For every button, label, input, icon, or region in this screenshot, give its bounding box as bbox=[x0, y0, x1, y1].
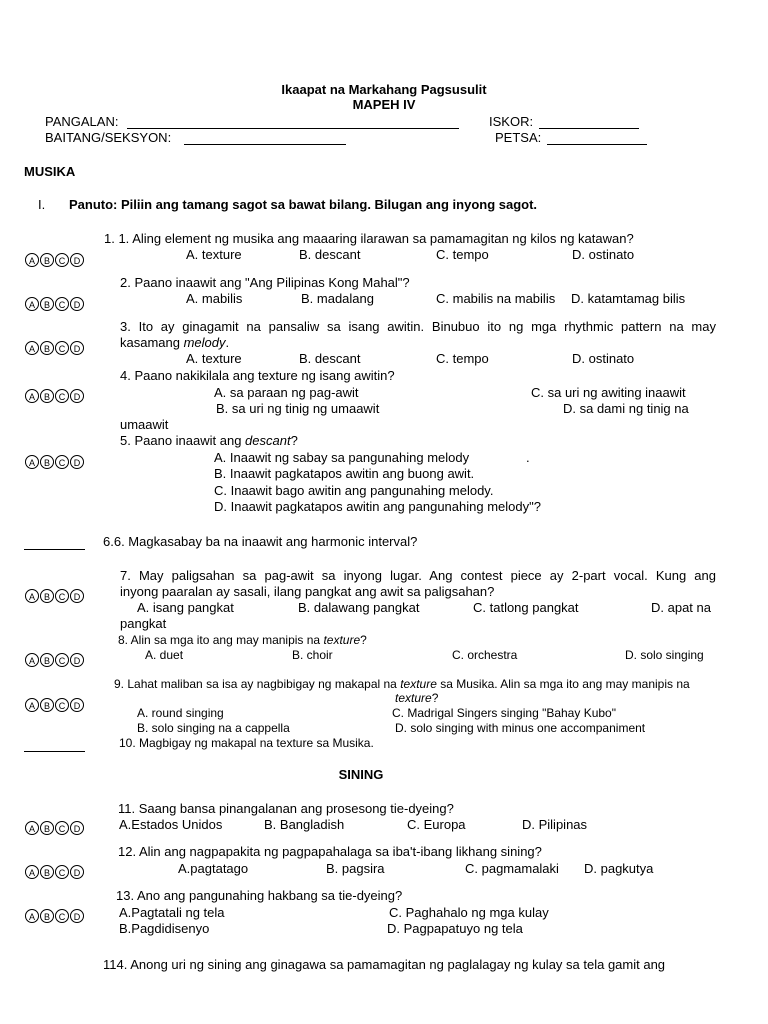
answer-circles-4[interactable] bbox=[25, 389, 84, 403]
q3-option-a: A. texture bbox=[186, 351, 242, 366]
q9-text-a: 9. Lahat maliban sa isa ay nagbibigay ng makapal na bbox=[114, 677, 401, 691]
choice-d[interactable]: D bbox=[70, 389, 84, 403]
answer-circles-12[interactable] bbox=[25, 865, 84, 879]
choice-c[interactable]: C bbox=[55, 341, 69, 355]
choice-d[interactable]: D bbox=[70, 698, 84, 712]
choice-b[interactable]: B bbox=[40, 698, 54, 712]
choice-b[interactable]: B bbox=[40, 589, 54, 603]
q3-option-b: B. descant bbox=[299, 351, 361, 366]
choice-b[interactable]: B bbox=[40, 653, 54, 667]
q4-option-c: C. sa uri ng awiting inaawit bbox=[531, 385, 686, 400]
q3-text: kasamang bbox=[120, 335, 184, 350]
answer-circles-9[interactable] bbox=[25, 698, 84, 712]
choice-d[interactable]: D bbox=[70, 865, 84, 879]
answer-circles-7[interactable] bbox=[25, 589, 84, 603]
iskor-field[interactable] bbox=[539, 127, 639, 129]
q4-option-d-cont: umaawit bbox=[120, 417, 169, 432]
exam-subject: MAPEH IV bbox=[352, 97, 416, 112]
pangalan-label: PANGALAN: bbox=[45, 114, 119, 129]
choice-b[interactable]: B bbox=[40, 455, 54, 469]
choice-b[interactable]: B bbox=[40, 865, 54, 879]
q5-option-c: C. Inaawit bago awitin ang pangunahing melody. bbox=[214, 483, 494, 498]
choice-a[interactable]: A bbox=[25, 389, 39, 403]
question-10: 10. Magbigay ng makapal na texture sa Musika. bbox=[119, 736, 374, 750]
choice-c[interactable]: C bbox=[55, 821, 69, 835]
q9-qmark: ? bbox=[431, 691, 439, 705]
q8-italic: texture bbox=[323, 633, 361, 647]
q5-italic: descant bbox=[245, 433, 291, 448]
q8-text: 8. Alin sa mga ito ang may manipis na bbox=[118, 633, 324, 647]
q7-option-d: D. apat na bbox=[651, 600, 711, 615]
choice-d[interactable]: D bbox=[70, 909, 84, 923]
question-6: 6.6. Magkasabay ba na inaawit ang harmonic interval? bbox=[103, 534, 418, 549]
choice-a[interactable]: A bbox=[25, 698, 39, 712]
question-3-line1: 3. Ito ay ginagamit na pansaliw sa isang awitin. Binubuo ito ng mga rhythmic pattern na may bbox=[120, 319, 716, 334]
q7-option-d-cont: pangkat bbox=[120, 616, 167, 631]
question-1: 1. 1. Aling element ng musika ang maaaring ilarawan sa pamamagitan ng kilos ng katawan? bbox=[104, 231, 634, 246]
part-number: I. bbox=[38, 197, 46, 212]
choice-d[interactable]: D bbox=[70, 455, 84, 469]
question-12: 12. Alin ang nagpapakita ng pagpapahalaga sa iba't-ibang likhang sining? bbox=[118, 844, 542, 859]
choice-b[interactable]: B bbox=[40, 389, 54, 403]
q9-italic-2: texture bbox=[395, 691, 432, 705]
choice-a[interactable]: A bbox=[25, 909, 39, 923]
q3-option-d: D. ostinato bbox=[572, 351, 635, 366]
petsa-field[interactable] bbox=[547, 143, 647, 145]
choice-c[interactable]: C bbox=[55, 698, 69, 712]
q5-option-d: D. Inaawit pagkatapos awitin ang pangunahing melody"? bbox=[214, 499, 541, 514]
choice-c[interactable]: C bbox=[55, 589, 69, 603]
q8-option-c: C. orchestra bbox=[452, 648, 518, 662]
choice-d[interactable]: D bbox=[70, 297, 84, 311]
q8-option-d: D. solo singing bbox=[625, 648, 704, 662]
choice-a[interactable]: A bbox=[25, 253, 39, 267]
q1-option-a: A. texture bbox=[186, 247, 242, 262]
q9-option-a: A. round singing bbox=[137, 706, 224, 720]
baitang-field[interactable] bbox=[184, 143, 346, 145]
q3-period: . bbox=[225, 335, 230, 350]
section-sining: SINING bbox=[338, 767, 384, 782]
choice-d[interactable]: D bbox=[70, 653, 84, 667]
q2-option-b: B. madalang bbox=[301, 291, 374, 306]
q2-option-d: D. katamtamag bilis bbox=[571, 291, 686, 306]
q5-option-b: B. Inaawit pagkatapos awitin ang buong awit. bbox=[214, 466, 475, 481]
q4-option-b: B. sa uri ng tinig ng umaawit bbox=[216, 401, 380, 416]
choice-b[interactable]: B bbox=[40, 909, 54, 923]
q9-option-c: C. Madrigal Singers singing "Bahay Kubo" bbox=[392, 706, 616, 720]
choice-c[interactable]: C bbox=[55, 865, 69, 879]
q4-option-a: A. sa paraan ng pag-awit bbox=[214, 385, 359, 400]
choice-d[interactable]: D bbox=[70, 341, 84, 355]
answer-circles-13[interactable] bbox=[25, 909, 84, 923]
question-5 bbox=[120, 433, 298, 448]
q5-stray-dot: . bbox=[526, 450, 530, 465]
question-9-line2 bbox=[395, 691, 438, 705]
iskor-label: ISKOR: bbox=[489, 114, 534, 129]
choice-b[interactable]: B bbox=[40, 297, 54, 311]
section-musika: MUSIKA bbox=[24, 164, 76, 179]
choice-c[interactable]: C bbox=[55, 653, 69, 667]
choice-d[interactable]: D bbox=[70, 253, 84, 267]
choice-a[interactable]: A bbox=[25, 455, 39, 469]
choice-b[interactable]: B bbox=[40, 821, 54, 835]
q11-option-c: C. Europa bbox=[407, 817, 466, 832]
answer-circles-2[interactable] bbox=[25, 297, 84, 311]
q1-option-b: B. descant bbox=[299, 247, 361, 262]
q9-text-c: sa Musika. Alin sa mga ito ang may manipis na bbox=[436, 677, 690, 691]
question-8 bbox=[118, 633, 367, 647]
question-11: 11. Saang bansa pinangalanan ang prosesong tie-dyeing? bbox=[118, 801, 454, 816]
q8-qmark: ? bbox=[360, 633, 367, 647]
q13-option-d: D. Pagpapatuyo ng tela bbox=[387, 921, 523, 936]
question-13: 13. Ano ang pangunahing hakbang sa tie-dyeing? bbox=[116, 888, 403, 903]
choice-a[interactable]: A bbox=[25, 821, 39, 835]
answer-circles-8[interactable] bbox=[25, 653, 84, 667]
answer-circles-11[interactable] bbox=[25, 821, 84, 835]
choice-c[interactable]: C bbox=[55, 253, 69, 267]
choice-c[interactable]: C bbox=[55, 389, 69, 403]
question-3-line2 bbox=[120, 335, 229, 350]
q9-italic: texture bbox=[400, 677, 437, 691]
q5-text: 5. Paano inaawit ang bbox=[120, 433, 246, 448]
petsa-label: PETSA: bbox=[495, 130, 542, 145]
q1-option-d: D. ostinato bbox=[572, 247, 635, 262]
q12-option-a: A.pagtatago bbox=[178, 861, 249, 876]
question-4: 4. Paano nakikilala ang texture ng isang awitin? bbox=[120, 368, 395, 383]
q3-option-c: C. tempo bbox=[436, 351, 489, 366]
choice-a[interactable]: A bbox=[25, 653, 39, 667]
choice-c[interactable]: C bbox=[55, 455, 69, 469]
q8-option-b: B. choir bbox=[292, 648, 333, 662]
q8-option-a: A. duet bbox=[145, 648, 184, 662]
answer-blank-10[interactable] bbox=[24, 750, 85, 752]
choice-a[interactable]: A bbox=[25, 589, 39, 603]
pangalan-field[interactable] bbox=[127, 127, 459, 129]
answer-blank-6[interactable] bbox=[24, 548, 85, 550]
choice-a[interactable]: A bbox=[25, 297, 39, 311]
q9-option-d: D. solo singing with minus one accompaniment bbox=[395, 721, 646, 735]
q3-italic: melody bbox=[183, 335, 226, 350]
question-14: 114. Anong uri ng sining ang ginagawa sa pamamagitan ng paglalagay ng kulay sa tela gamit ang bbox=[103, 957, 666, 972]
choice-c[interactable]: C bbox=[55, 297, 69, 311]
choice-d[interactable]: D bbox=[70, 589, 84, 603]
q13-option-a: A.Pagtatali ng tela bbox=[119, 905, 225, 920]
q7-option-b: B. dalawang pangkat bbox=[298, 600, 420, 615]
q4-option-d: D. sa dami ng tinig na bbox=[563, 401, 689, 416]
choice-b[interactable]: B bbox=[40, 341, 54, 355]
choice-c[interactable]: C bbox=[55, 909, 69, 923]
q12-option-d: D. pagkutya bbox=[584, 861, 654, 876]
choice-a[interactable]: A bbox=[25, 865, 39, 879]
q11-option-a: A.Estados Unidos bbox=[119, 817, 223, 832]
q2-option-c: C. mabilis na mabilis bbox=[436, 291, 556, 306]
q7-option-a: A. isang pangkat bbox=[137, 600, 234, 615]
exam-title: Ikaapat na Markahang Pagsusulit bbox=[281, 82, 487, 97]
baitang-label: BAITANG/SEKSYON: bbox=[45, 130, 172, 145]
answer-circles-3[interactable] bbox=[25, 341, 84, 355]
choice-b[interactable]: B bbox=[40, 253, 54, 267]
answer-circles-5[interactable] bbox=[25, 455, 84, 469]
question-7-line1: 7. May paligsahan sa pag-awit sa inyong lugar. Ang contest piece ay 2-part vocal. Kung ang bbox=[120, 568, 716, 583]
question-2: 2. Paano inaawit ang "Ang Pilipinas Kong Mahal"? bbox=[120, 275, 410, 290]
q7-option-c: C. tatlong pangkat bbox=[473, 600, 579, 615]
q2-option-a: A. mabilis bbox=[186, 291, 243, 306]
q5-option-a: A. Inaawit ng sabay sa pangunahing melody bbox=[214, 450, 470, 465]
q11-option-d: D. Pilipinas bbox=[522, 817, 588, 832]
q11-option-b: B. Bangladish bbox=[264, 817, 345, 832]
choice-a[interactable]: A bbox=[25, 341, 39, 355]
question-9-line1 bbox=[114, 677, 690, 691]
question-7-line2: inyong paaralan ay sasali, ilang pangkat ang awit sa paligsahan? bbox=[120, 584, 495, 599]
instructions: Panuto: Piliin ang tamang sagot sa bawat bilang. Bilugan ang inyong sagot. bbox=[69, 197, 538, 212]
q12-option-b: B. pagsira bbox=[326, 861, 385, 876]
q1-option-c: C. tempo bbox=[436, 247, 489, 262]
q12-option-c: C. pagmamalaki bbox=[465, 861, 559, 876]
q9-option-b: B. solo singing na a cappella bbox=[137, 721, 290, 735]
choice-d[interactable]: D bbox=[70, 821, 84, 835]
answer-circles-1[interactable] bbox=[25, 253, 84, 267]
q5-qmark: ? bbox=[290, 433, 298, 448]
q13-option-b: B.Pagdidisenyo bbox=[119, 921, 210, 936]
q13-option-c: C. Paghahalo ng mga kulay bbox=[389, 905, 549, 920]
